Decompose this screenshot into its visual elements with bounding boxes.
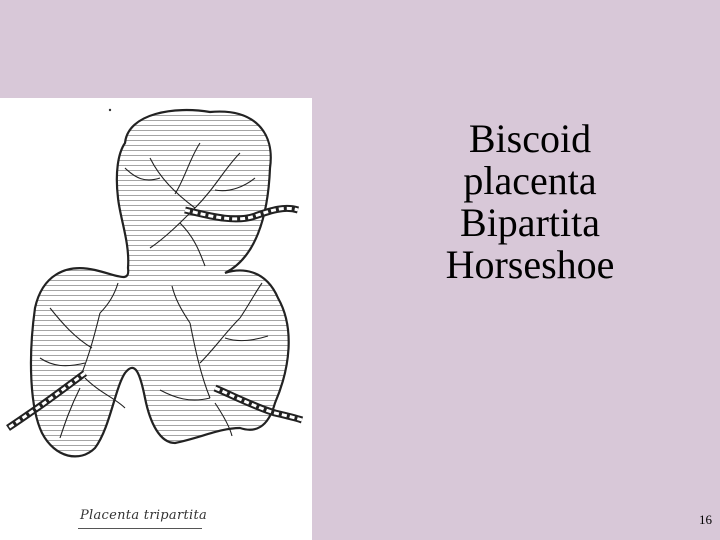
title-line-2: placenta <box>463 158 597 203</box>
placenta-illustration <box>0 98 312 540</box>
title-line-1: Biscoid <box>468 116 592 161</box>
placenta-drawing <box>0 98 312 540</box>
caption-underline <box>78 528 202 529</box>
page-number: 16 <box>699 512 712 527</box>
title-line-3: Bipartita <box>460 200 600 245</box>
slide-title <box>420 118 640 286</box>
title-line-4: Horseshoe <box>445 242 615 287</box>
figure-caption: Placenta tripartita <box>80 508 208 523</box>
